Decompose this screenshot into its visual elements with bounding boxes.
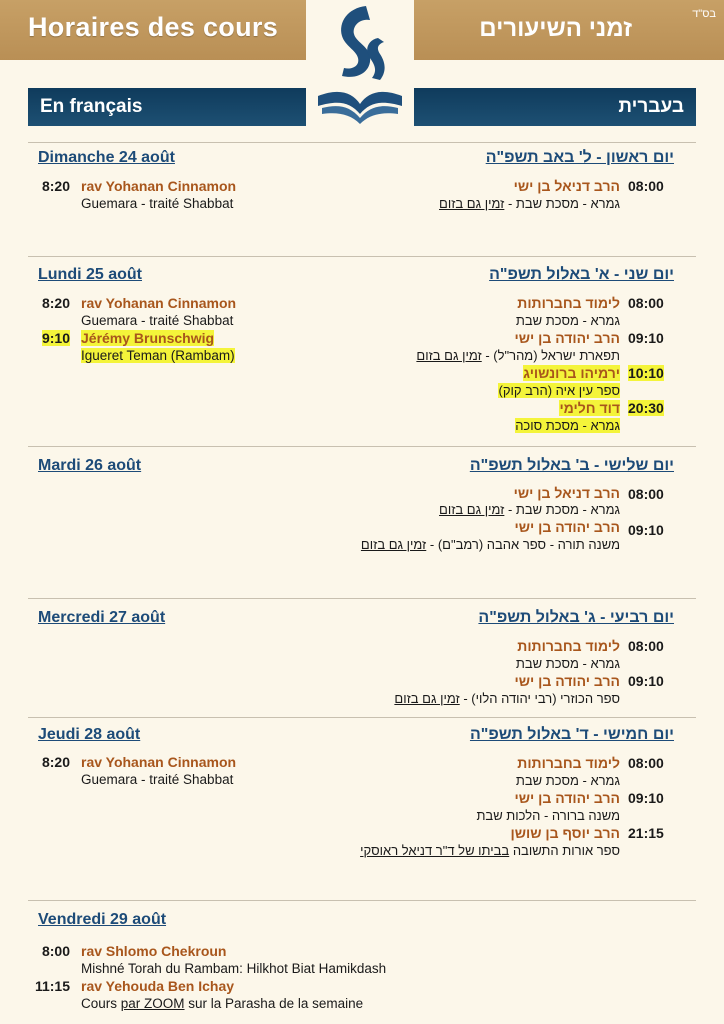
zoom-link[interactable]: par ZOOM	[120, 996, 185, 1011]
course-topic: ספר עין איה (הרב קוק)	[498, 383, 620, 398]
day-title-he: יום שלישי - ב' באלול תשפ"ה	[469, 457, 674, 474]
course-time: 09:10	[628, 790, 664, 806]
course-time: 20:30	[628, 400, 664, 416]
day-title-fr: Dimanche 24 août	[38, 149, 175, 166]
course-time: 8:00	[41, 943, 70, 959]
course-topic-text: גמרא - מסכת שבת -	[504, 196, 620, 211]
zoom-link[interactable]: זמין גם בזום	[360, 537, 427, 552]
divider	[28, 256, 696, 257]
course-teacher: rav Yohanan Cinnamon	[81, 754, 237, 770]
course-teacher: הרב יהודה בן ישי	[514, 519, 620, 535]
zoom-link[interactable]: זמין גם בזום	[439, 196, 505, 211]
course-topic	[416, 348, 620, 363]
location-link[interactable]: בביתו של ד"ר דניאל ראוסקי	[360, 843, 510, 858]
course-topic: Mishné Torah du Rambam: Hilkhot Biat Hamikdash	[81, 961, 387, 976]
course-teacher: rav Yohanan Cinnamon	[81, 295, 237, 311]
divider	[28, 446, 696, 447]
course-topic-text: Cours	[81, 996, 121, 1011]
day-title-he: יום חמישי - ד' באלול תשפ"ה	[469, 726, 674, 743]
course-topic-text: גמרא - מסכת שבת -	[504, 502, 620, 517]
course-topic	[81, 996, 363, 1011]
course-topic	[394, 691, 620, 706]
divider	[28, 598, 696, 599]
header-right	[414, 0, 724, 60]
day-title-he: יום ראשון - ל' באב תשפ"ה	[485, 149, 674, 166]
course-topic-text: ספר הכוזרי (רבי יהודה הלוי) -	[459, 691, 620, 706]
course-time: 09:10	[628, 330, 664, 346]
course-time: 9:10	[41, 330, 70, 346]
course-time: 08:00	[628, 486, 664, 502]
course-teacher: Jérémy Brunschwig	[81, 330, 215, 346]
bsd-mark: בס"ד	[692, 8, 716, 20]
course-time: 08:00	[628, 178, 664, 194]
course-teacher: לימוד בחברותות	[517, 638, 620, 654]
day-title-fr: Lundi 25 août	[38, 266, 142, 283]
divider	[28, 900, 696, 901]
course-time: 8:20	[41, 754, 70, 770]
course-topic	[360, 843, 620, 858]
shin-book-logo-icon	[308, 0, 412, 128]
course-teacher: rav Yehouda Ben Ichay	[81, 978, 235, 994]
course-topic: Guemara - traité Shabbat	[81, 313, 234, 328]
course-teacher: דוד חלימי	[559, 400, 620, 416]
course-time: 09:10	[628, 673, 664, 689]
course-teacher: ירמיהו ברונשויג	[523, 365, 620, 381]
course-teacher: הרב יהודה בן ישי	[514, 673, 620, 689]
course-topic: משנה ברורה - הלכות שבת	[476, 808, 620, 823]
page-title-fr: Horaires des cours	[28, 12, 279, 42]
course-topic: גמרא - מסכת סוכה	[515, 418, 620, 433]
course-topic	[361, 537, 620, 552]
course-time: 8:20	[41, 178, 70, 194]
lang-label-he: בעברית	[618, 96, 684, 117]
course-time: 8:20	[41, 295, 70, 311]
course-teacher: הרב יוסף בן שושן	[510, 825, 620, 841]
course-teacher: הרב יהודה בן ישי	[514, 790, 620, 806]
day-title-he: יום רביעי - ג' באלול תשפ"ה	[478, 609, 674, 626]
day-title-he: יום שני - א' באלול תשפ"ה	[489, 266, 674, 283]
zoom-link[interactable]: זמין גם בזום	[394, 691, 460, 706]
lang-bar-fr	[28, 88, 306, 126]
page-title-he: זמני השיעורים	[479, 15, 632, 42]
course-teacher: הרב דניאל בן ישי	[513, 178, 620, 194]
lang-label-fr: En français	[40, 96, 143, 117]
course-topic	[439, 196, 620, 211]
course-time: 08:00	[628, 295, 664, 311]
divider	[28, 717, 696, 718]
course-topic: גמרא - מסכת שבת	[515, 773, 620, 788]
course-topic-text: ספר אורות התשובה	[509, 843, 620, 858]
course-topic: Guemara - traité Shabbat	[81, 772, 234, 787]
course-time: 11:15	[34, 978, 70, 994]
logo	[308, 0, 412, 128]
course-topic	[439, 502, 620, 517]
course-teacher: לימוד בחברותות	[517, 295, 620, 311]
course-topic: גמרא - מסכת שבת	[515, 313, 620, 328]
course-teacher: הרב דניאל בן ישי	[513, 485, 620, 501]
divider	[28, 142, 696, 143]
course-topic-text: sur la Parasha de la semaine	[184, 996, 364, 1011]
zoom-link[interactable]: זמין גם בזום	[439, 502, 505, 517]
course-time: 10:10	[628, 365, 664, 381]
course-time: 09:10	[628, 522, 664, 538]
course-topic: Guemara - traité Shabbat	[81, 196, 234, 211]
course-topic-text: משנה תורה - ספר אהבה (רמב"ם) -	[426, 537, 620, 552]
zoom-link[interactable]: זמין גם בזום	[416, 348, 482, 363]
course-topic: גמרא - מסכת שבת	[515, 656, 620, 671]
course-time: 08:00	[628, 755, 664, 771]
course-time: 08:00	[628, 638, 664, 654]
day-title-fr: Vendredi 29 août	[38, 911, 167, 928]
course-time: 21:15	[628, 825, 664, 841]
course-teacher: הרב יהודה בן ישי	[514, 330, 620, 346]
course-teacher: rav Yohanan Cinnamon	[81, 178, 237, 194]
course-teacher: לימוד בחברותות	[517, 755, 620, 771]
day-title-fr: Mardi 26 août	[38, 457, 142, 474]
day-title-fr: Mercredi 27 août	[38, 609, 166, 626]
course-teacher: rav Shlomo Chekroun	[81, 943, 227, 959]
course-topic: Igueret Teman (Rambam)	[81, 348, 235, 363]
header-left	[0, 0, 306, 60]
day-title-fr: Jeudi 28 août	[38, 726, 141, 743]
lang-bar-he	[414, 88, 696, 126]
course-topic-text: תפארת ישראל (מהר"ל) -	[481, 348, 620, 363]
